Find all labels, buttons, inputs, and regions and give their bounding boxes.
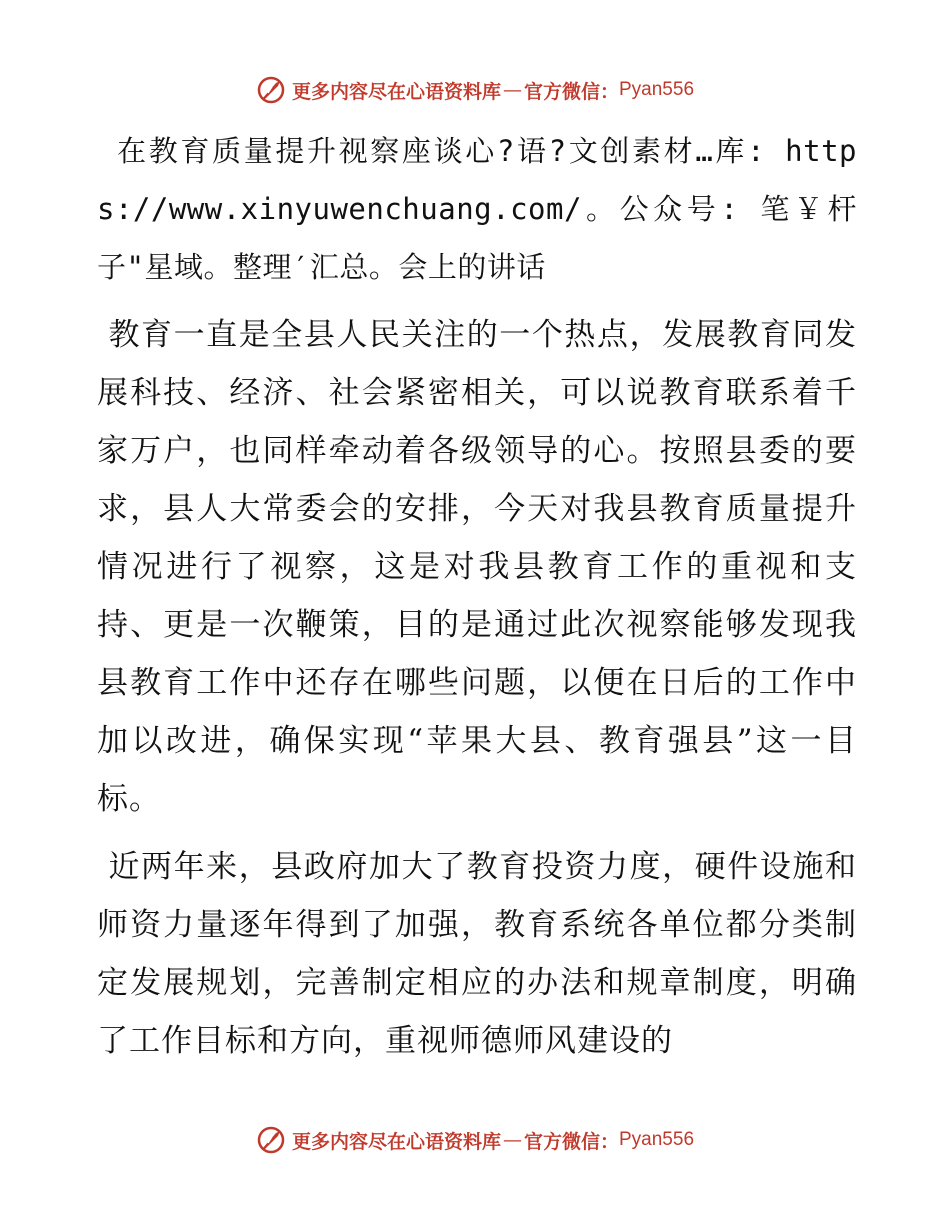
- banner-dash: —: [502, 79, 522, 101]
- banner-wechat-id: Pyan556: [619, 1129, 695, 1150]
- quill-logo-icon: [256, 75, 286, 105]
- body-paragraph-2: 近两年来，县政府加大了教育投资力度，硬件设施和师资力量逐年得到了加强，教育系统各单位都分类制定发展规划，完善制定相应的办法和规章制度，明确了工作目标和方向，重视师德师风建设的: [97, 849, 858, 1059]
- banner-label: 更多内容尽在心语资料库: [291, 80, 501, 103]
- banner-dash: —: [502, 1129, 522, 1151]
- quill-logo-icon: [256, 1125, 286, 1155]
- document-title-paragraph: 在教育质量提升视察座谈心?语?文创素材…库: https://www.xinyuwenchuang.com/。公众号: 笔￥杆子"星域。整理′汇总。会上的讲话: [97, 134, 857, 284]
- banner-wechat-label: 官方微信：: [523, 1130, 619, 1153]
- banner-label: 更多内容尽在心语资料库: [291, 1130, 501, 1153]
- banner-wechat-label: 官方微信：: [523, 80, 619, 103]
- body-paragraph-1: 教育一直是全县人民关注的一个热点，发展教育同发展科技、经济、社会紧密相关，可以说教育联系着千家万户，也同样牵动着各级领导的心。按照县委的要求，县人大常委会的安排，今天对我县教育质量提升情况进行了视察，这是对我县教育工作的重视和支持、更是一次鞭策，目的是通过此次视察能够发现我县教育工作中还存在哪些问题，以便在日后的工作中加以改进，确保实现“苹果大县、教育强县”这一目标。: [97, 317, 858, 817]
- footer-banner: [0, 1120, 950, 1160]
- header-banner: [0, 70, 950, 110]
- document-body: [97, 122, 857, 1070]
- banner-wechat-id: Pyan556: [619, 79, 695, 100]
